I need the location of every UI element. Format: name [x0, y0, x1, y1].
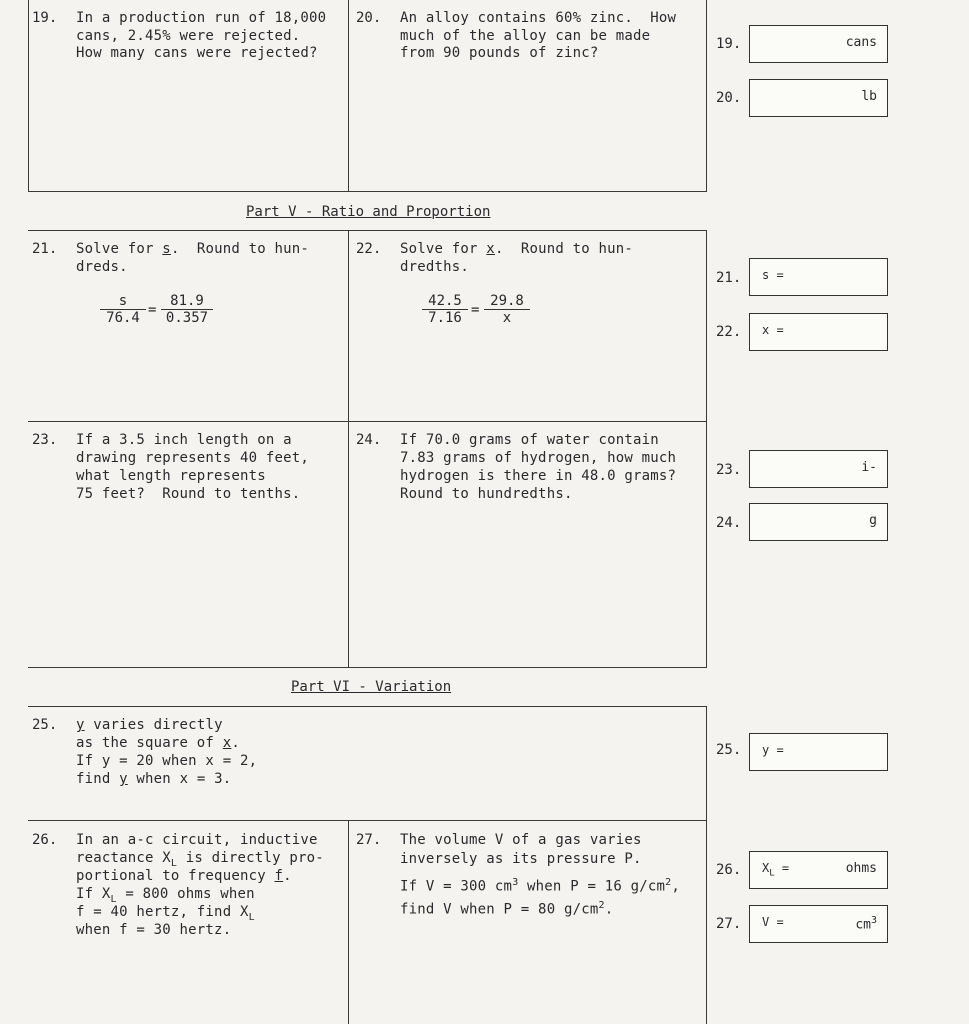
question-text: 75 feet? Round to tenths.: [76, 486, 301, 502]
question-text: f = 40 hertz, find $X_L$: [76, 904, 255, 923]
answer-label: V =: [762, 915, 784, 929]
answer-number: 26.: [716, 862, 742, 878]
answer-box-27[interactable]: [749, 905, 888, 943]
question-text: as the square of x.: [76, 735, 240, 751]
answer-box-24[interactable]: [749, 503, 888, 541]
divider: [348, 0, 349, 192]
divider: [706, 230, 707, 668]
question-number: 22.: [356, 241, 382, 257]
question-number: 21.: [32, 241, 58, 257]
question-text: How many cans were rejected?: [76, 45, 318, 61]
answer-number: 20.: [716, 90, 742, 106]
question-text: when f = 30 hertz.: [76, 922, 232, 938]
question-text: If a 3.5 inch length on a: [76, 432, 292, 448]
question-text: inversely as its pressure P.: [400, 851, 642, 867]
fraction: $\frac{29.8}{x}$: [484, 293, 530, 326]
answer-label: $X_L$ =: [762, 861, 790, 879]
question-number: 23.: [32, 432, 58, 448]
answer-box-22[interactable]: [749, 313, 888, 351]
question-number: 25.: [32, 717, 58, 733]
question-text: dredths.: [400, 259, 470, 275]
answer-number: 22.: [716, 324, 742, 340]
answer-unit: lb: [861, 89, 877, 104]
answer-box-25[interactable]: [749, 733, 888, 771]
divider: [28, 667, 707, 668]
question-text: hydrogen is there in 48.0 grams?: [400, 468, 677, 484]
question-text: Solve for x. Round to hun-: [400, 241, 633, 257]
divider: [28, 820, 707, 821]
fraction: $\frac{s}{76.4}$: [100, 293, 146, 326]
question-text: If $X_L = 800$ ohms when: [76, 886, 255, 905]
answer-label: x =: [762, 323, 784, 337]
divider: [348, 820, 349, 1024]
equals-sign: =: [471, 302, 480, 318]
answer-unit: $cm^3$: [855, 915, 877, 933]
divider: [706, 0, 707, 192]
answer-number: 19.: [716, 36, 742, 52]
answer-box-23[interactable]: [749, 450, 888, 488]
question-text: Solve for s. Round to hun-: [76, 241, 309, 257]
answer-number: 23.: [716, 462, 742, 478]
divider: [706, 706, 707, 1024]
question-text: 7.83 grams of hydrogen, how much: [400, 450, 677, 466]
divider: [348, 230, 349, 668]
question-text: what length represents: [76, 468, 266, 484]
question-text: portional to frequency f.: [76, 868, 292, 884]
question-text: In an a-c circuit, inductive: [76, 832, 318, 848]
answer-number: 25.: [716, 742, 742, 758]
question-text: y varies directly: [76, 717, 223, 733]
divider-left: [28, 0, 29, 192]
divider: [28, 230, 707, 231]
question-text: Round to hundredths.: [400, 486, 573, 502]
equals-sign: =: [148, 302, 157, 318]
question-number: 27.: [356, 832, 382, 848]
divider: [28, 421, 707, 422]
section-heading-part-6: Part VI - Variation: [291, 679, 452, 695]
divider: [28, 706, 707, 707]
question-text: cans, 2.45% were rejected.: [76, 28, 301, 44]
question-text: from 90 pounds of zinc?: [400, 45, 599, 61]
answer-number: 24.: [716, 515, 742, 531]
question-text: In a production run of 18,000: [76, 10, 327, 26]
answer-number: 27.: [716, 916, 742, 932]
divider: [28, 191, 707, 192]
answer-box-19[interactable]: [749, 25, 888, 63]
question-number: 20.: [356, 10, 382, 26]
answer-number: 21.: [716, 270, 742, 286]
question-number: 19.: [32, 10, 58, 26]
answer-unit: i-: [861, 460, 877, 475]
answer-box-20[interactable]: [749, 79, 888, 117]
section-heading-part-5: Part V - Ratio and Proportion: [246, 204, 491, 220]
question-text: If y = 20 when x = 2,: [76, 753, 258, 769]
answer-unit: ohms: [845, 861, 877, 876]
answer-box-26[interactable]: [749, 851, 888, 889]
fraction: $\frac{81.9}{0.357}$: [161, 293, 213, 326]
question-text: The volume V of a gas varies: [400, 832, 642, 848]
question-number: 26.: [32, 832, 58, 848]
answer-box-21[interactable]: [749, 258, 888, 296]
question-text: drawing represents 40 feet,: [76, 450, 309, 466]
question-text: find y when x = 3.: [76, 771, 232, 787]
answer-label: y =: [762, 743, 784, 757]
question-number: 24.: [356, 432, 382, 448]
question-text: If 70.0 grams of water contain: [400, 432, 659, 448]
question-text: An alloy contains 60% zinc. How: [400, 10, 677, 26]
answer-label: s =: [762, 268, 784, 282]
question-text: If V = 300 $cm^3$ when P = 16 $g/cm^2$,: [400, 877, 680, 895]
answer-unit: g: [869, 513, 877, 528]
question-text: reactance $X_L$ is directly pro-: [76, 850, 324, 869]
question-text: find V when P = 80 $g/cm^2$.: [400, 900, 614, 918]
question-text: much of the alloy can be made: [400, 28, 651, 44]
question-text: dreds.: [76, 259, 128, 275]
answer-unit: cans: [845, 35, 877, 50]
fraction: $\frac{42.5}{7.16}$: [422, 293, 468, 326]
